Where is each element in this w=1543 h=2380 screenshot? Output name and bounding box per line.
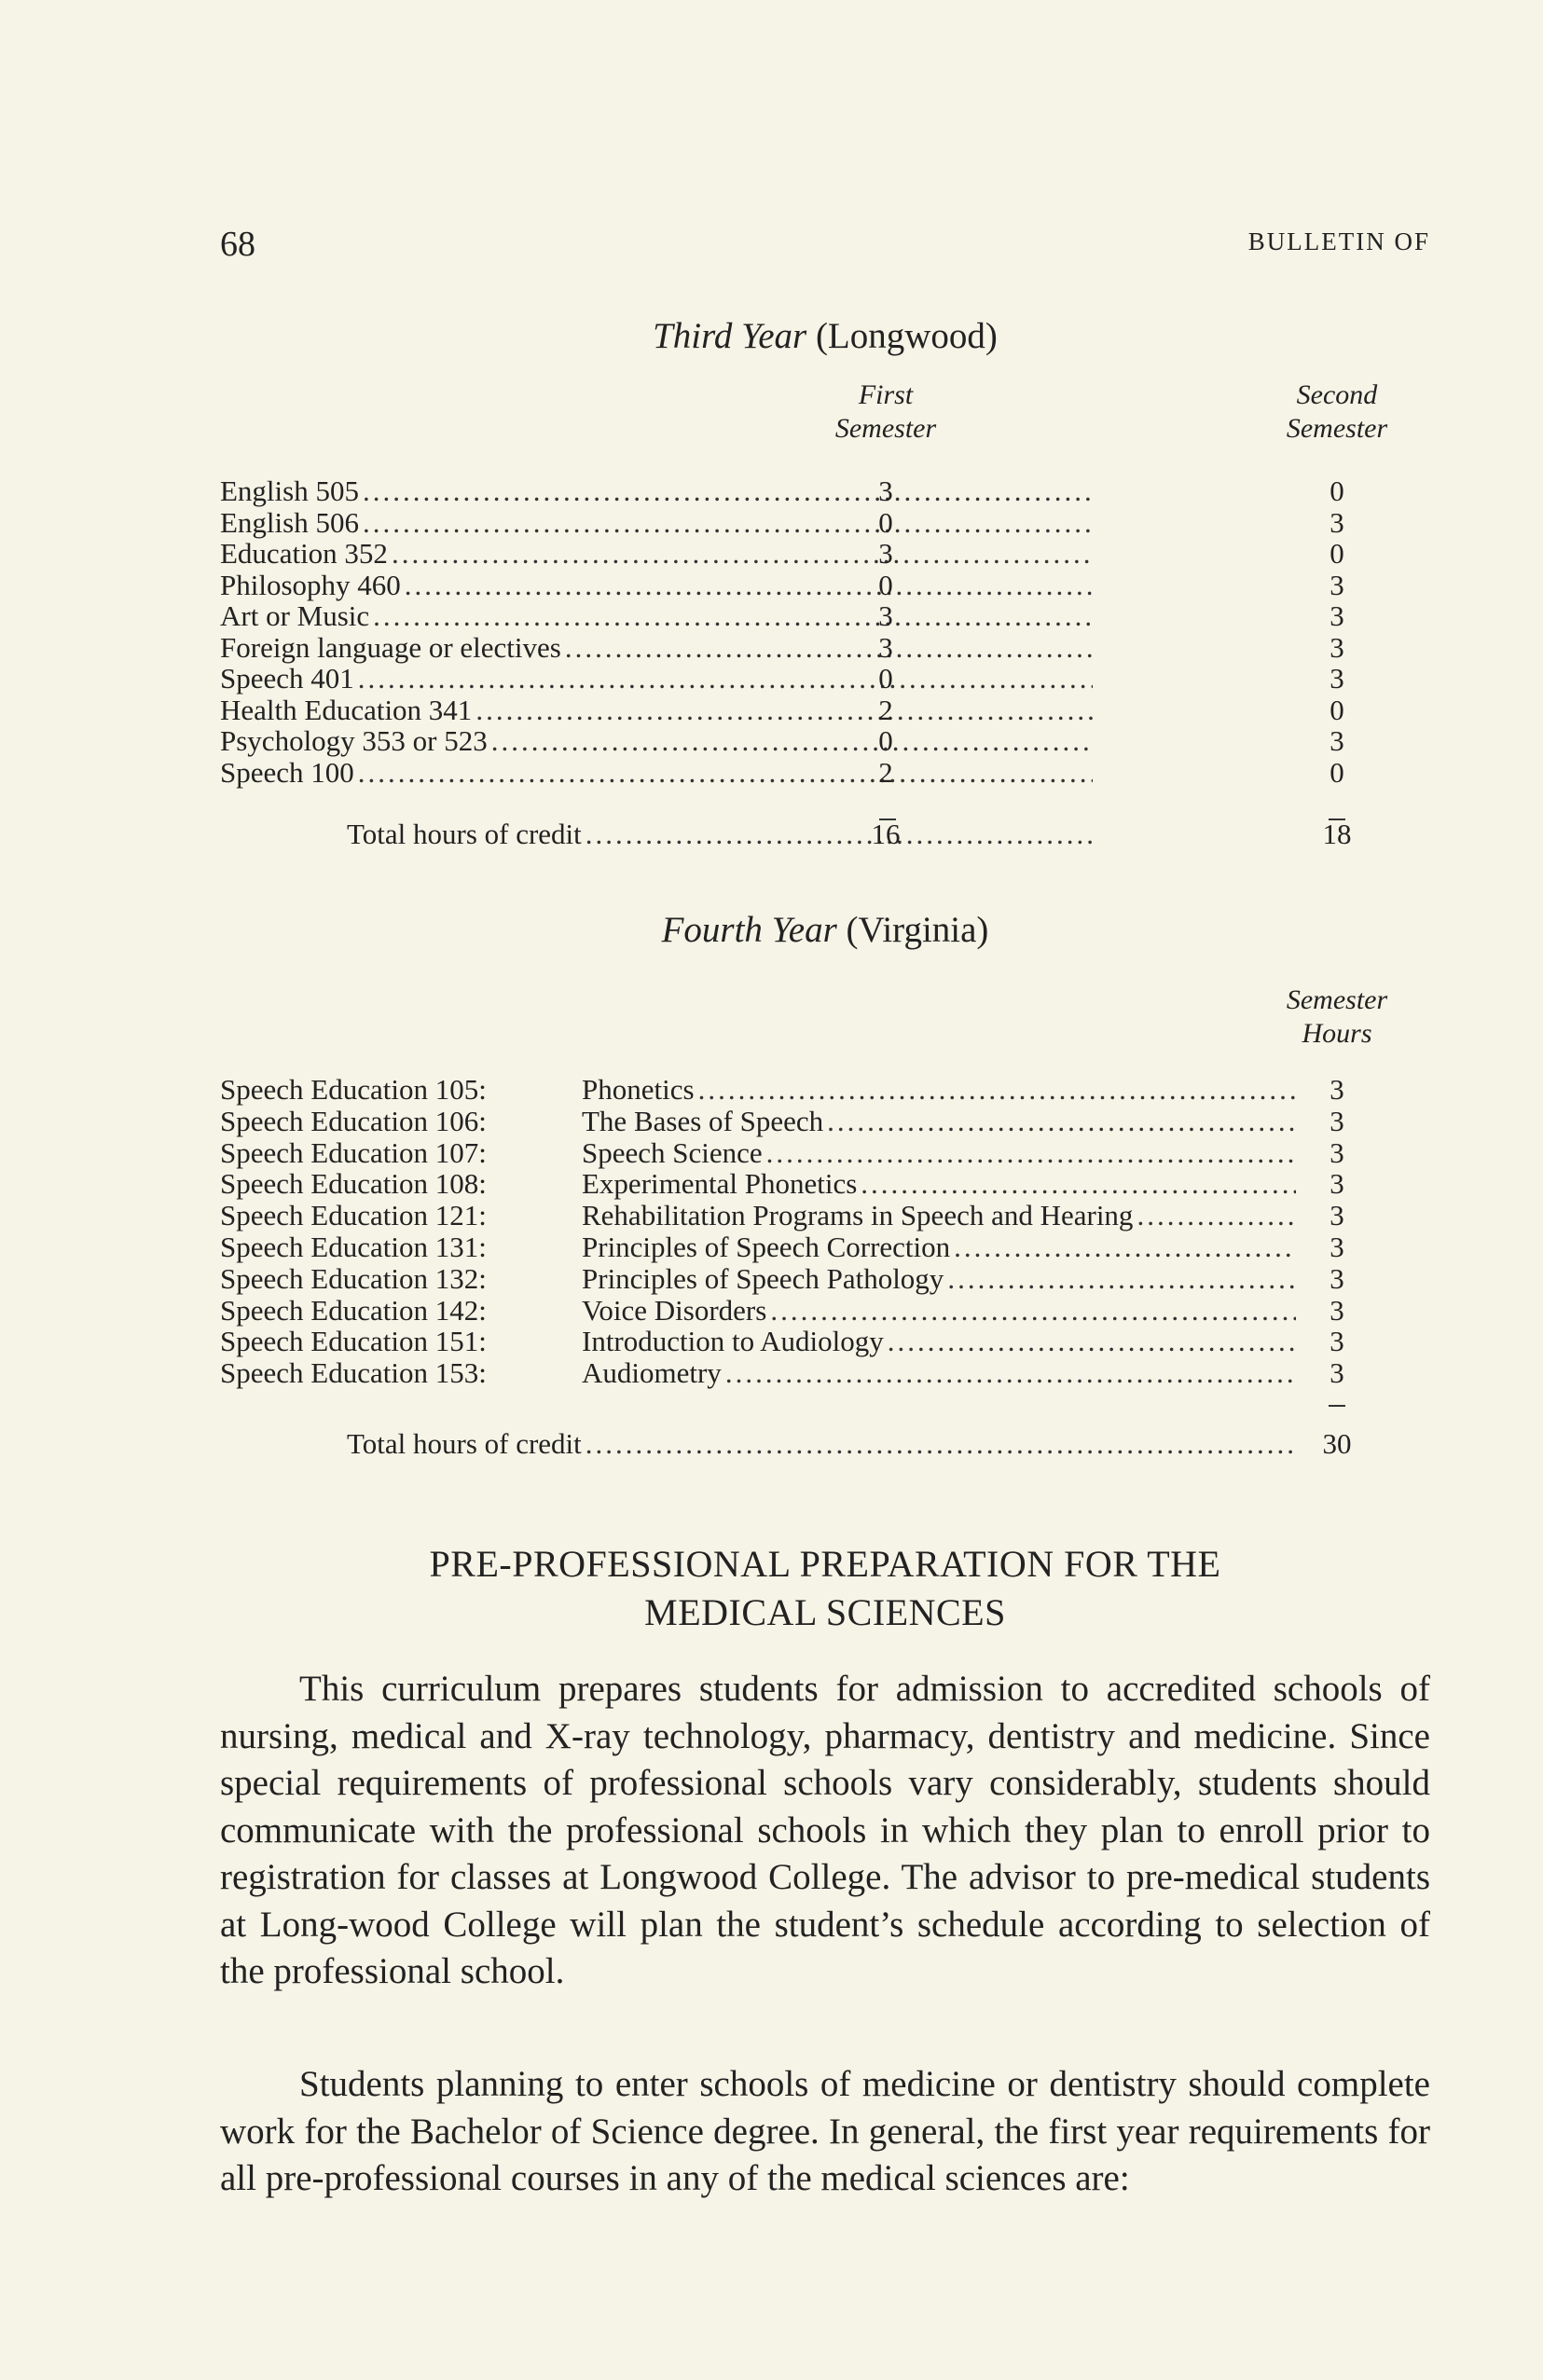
- course-code: Speech Education 151:: [220, 1325, 487, 1358]
- second-semester-header-line2: Semester: [1286, 413, 1388, 444]
- course-title: Phonetics: [582, 1073, 695, 1106]
- leader-dots: [565, 632, 1093, 664]
- paragraph-1: This curriculum prepares students for admission to accredited schools of nursing, medical and X-ray technology, pharmacy, dentistry and medicine. Since special requirements of professional schools vary considerably, students should communicate with the professional schools in which they plan to enroll prior to registration for classes at Longwood College. The advisor to pre-medical students at Long-wood College will plan the student’s schedule according to selection of the professional school.: [220, 1669, 1430, 1991]
- semester-hours: 3: [1329, 1104, 1344, 1137]
- course-name: English 506: [220, 505, 359, 539]
- course-name: English 505: [220, 475, 359, 507]
- fourth-year-title-campus: (Virginia): [846, 910, 989, 950]
- running-head: [220, 224, 1430, 265]
- course-code: Speech Education 121:: [220, 1199, 487, 1232]
- fourth-year-row: [582, 1074, 1296, 1106]
- semester-hours: 3: [1329, 1293, 1344, 1327]
- fourth-year-total-row: [347, 1428, 1296, 1460]
- third-year-total-first: 16: [871, 818, 901, 850]
- leader-dots: [405, 570, 1093, 601]
- second-semester-header-line1: Second: [1296, 379, 1378, 410]
- third-year-row: [220, 507, 1093, 539]
- course-title: Principles of Speech Pathology: [582, 1261, 944, 1295]
- third-year-title-italic: Third Year: [653, 316, 807, 356]
- fourth-year-row: [582, 1326, 1296, 1357]
- leader-dots: [698, 1074, 1296, 1106]
- course-title: Audiometry: [582, 1356, 722, 1390]
- course-title: Rehabilitation Programs in Speech and Hearing: [582, 1199, 1134, 1232]
- running-title: BULLETIN OF: [1247, 227, 1430, 255]
- course-title: Introduction to Audiology: [582, 1325, 884, 1358]
- second-semester-hours: 3: [1329, 599, 1344, 632]
- second-semester-hours: 3: [1329, 568, 1344, 601]
- course-code: Speech Education 108:: [220, 1167, 487, 1201]
- course-name: Psychology 353 or 523: [220, 724, 488, 757]
- leader-dots: [954, 1231, 1296, 1263]
- semester-hours: 3: [1329, 1356, 1344, 1390]
- course-name: Education 352: [220, 537, 388, 570]
- third-year-title-campus: (Longwood): [815, 316, 998, 356]
- third-year-row: [220, 538, 1093, 570]
- semester-hours: 3: [1329, 1073, 1344, 1106]
- course-code: Speech Education 105:: [220, 1073, 487, 1106]
- course-title: The Bases of Speech: [582, 1104, 824, 1137]
- second-semester-hours: 3: [1329, 662, 1344, 695]
- first-semester-hours: 2: [878, 693, 893, 726]
- leader-dots: [766, 1137, 1296, 1169]
- third-year-row: [220, 570, 1093, 601]
- leader-dots: [1137, 1200, 1296, 1231]
- first-semester-hours: 0: [878, 505, 893, 539]
- paragraph-2: Students planning to enter schools of medicine or dentistry should complete work for the Bachelor of Science degree. In general, the first year requirements for all pre-professional courses in any of the medical sciences are:: [220, 2064, 1430, 2198]
- leader-dots: [725, 1357, 1296, 1389]
- fourth-year-row: [582, 1168, 1296, 1200]
- leader-dots: [475, 695, 1093, 726]
- third-year-row: [220, 475, 1093, 507]
- semester-hours: 3: [1329, 1167, 1344, 1201]
- first-semester-hours: 3: [878, 475, 893, 507]
- leader-dots: [373, 600, 1093, 632]
- third-year-row: [220, 757, 1093, 789]
- fourth-year-total-label: Total hours of credit: [347, 1427, 582, 1460]
- fourth-year-row: [582, 1357, 1296, 1389]
- third-year-total-second: 18: [1322, 818, 1352, 850]
- fourth-year-title: [220, 909, 1430, 951]
- fourth-year-row: [582, 1106, 1296, 1137]
- fourth-year-row: [582, 1231, 1296, 1263]
- semester-hours: 3: [1329, 1325, 1344, 1358]
- fourth-year-title-italic: Fourth Year: [661, 910, 837, 950]
- page-number: 68: [220, 225, 255, 264]
- fourth-year-row: [582, 1137, 1296, 1169]
- semester-hours: 3: [1329, 1199, 1344, 1232]
- first-semester-header-line1: First: [858, 379, 914, 410]
- semester-hours-header: [1244, 984, 1430, 1051]
- leader-dots: [491, 725, 1093, 757]
- second-semester-hours: 0: [1329, 475, 1344, 507]
- section-heading-line2: MEDICAL SCIENCES: [644, 1591, 1006, 1633]
- semester-hours-header-line2: Hours: [1302, 1018, 1372, 1049]
- third-year-total-label: Total hours of credit: [347, 818, 582, 850]
- semester-hours: 3: [1329, 1135, 1344, 1169]
- second-semester-hours: 3: [1329, 630, 1344, 664]
- second-semester-hours: 0: [1329, 693, 1344, 726]
- second-semester-hours: 3: [1329, 724, 1344, 757]
- second-semester-hours: 3: [1329, 505, 1344, 539]
- course-name: Speech 100: [220, 755, 354, 789]
- first-semester-header-line2: Semester: [834, 413, 937, 444]
- fourth-year-row: [582, 1263, 1296, 1295]
- section-heading-line1: PRE-PROFESSIONAL PREPARATION FOR THE: [429, 1543, 1221, 1585]
- section-heading: [220, 1540, 1430, 1637]
- leader-dots: [363, 475, 1093, 507]
- first-semester-hours: 3: [878, 630, 893, 664]
- first-semester-hours: 3: [878, 537, 893, 570]
- course-name: Health Education 341: [220, 693, 473, 726]
- course-name: Art or Music: [220, 599, 370, 632]
- course-name: Foreign language or electives: [220, 630, 561, 664]
- fourth-year-row: [582, 1200, 1296, 1231]
- second-semester-header: [1244, 378, 1430, 446]
- leader-dots: [363, 507, 1093, 539]
- leader-dots: [947, 1263, 1296, 1295]
- course-code: Speech Education 106:: [220, 1104, 487, 1137]
- leader-dots: [392, 538, 1093, 570]
- semester-hours-header-line1: Semester: [1286, 984, 1388, 1015]
- third-year-total-row: [347, 819, 1093, 850]
- course-name: Speech 401: [220, 662, 354, 695]
- course-title: Principles of Speech Correction: [582, 1231, 951, 1263]
- leader-dots: [827, 1106, 1296, 1137]
- leader-dots: [358, 757, 1093, 789]
- course-name: Philosophy 460: [220, 568, 401, 601]
- first-semester-header: [792, 378, 979, 446]
- third-year-row: [220, 695, 1093, 726]
- third-year-row: [220, 663, 1093, 695]
- semester-hours: 3: [1329, 1231, 1344, 1263]
- course-title: Speech Science: [582, 1135, 763, 1169]
- course-title: Voice Disorders: [582, 1293, 767, 1327]
- fourth-year-total-hours: 30: [1322, 1427, 1352, 1460]
- first-semester-hours: 2: [878, 755, 893, 789]
- third-year-title: [220, 315, 1430, 357]
- first-semester-hours: 3: [878, 599, 893, 632]
- leader-dots: [770, 1295, 1296, 1327]
- fourth-year-row: [582, 1295, 1296, 1327]
- course-code: Speech Education 131:: [220, 1231, 487, 1263]
- semester-hours: 3: [1329, 1261, 1344, 1295]
- third-year-row: [220, 725, 1093, 757]
- first-semester-hours: 0: [878, 662, 893, 695]
- leader-dots: [586, 1428, 1296, 1460]
- second-semester-hours: 0: [1329, 755, 1344, 789]
- leader-dots: [861, 1168, 1296, 1200]
- course-title: Experimental Phonetics: [582, 1167, 858, 1201]
- first-semester-hours: 0: [878, 568, 893, 601]
- second-semester-hours: 0: [1329, 537, 1344, 570]
- hours-sum-rule: [1329, 1405, 1345, 1407]
- course-code: Speech Education 107:: [220, 1135, 487, 1169]
- leader-dots: [888, 1326, 1296, 1357]
- course-code: Speech Education 132:: [220, 1261, 487, 1295]
- first-semester-hours: 0: [878, 724, 893, 757]
- third-year-row: [220, 600, 1093, 632]
- leader-dots: [358, 663, 1093, 695]
- leader-dots: [586, 819, 1093, 850]
- course-code: Speech Education 153:: [220, 1356, 487, 1390]
- course-code: Speech Education 142:: [220, 1293, 487, 1327]
- third-year-row: [220, 632, 1093, 664]
